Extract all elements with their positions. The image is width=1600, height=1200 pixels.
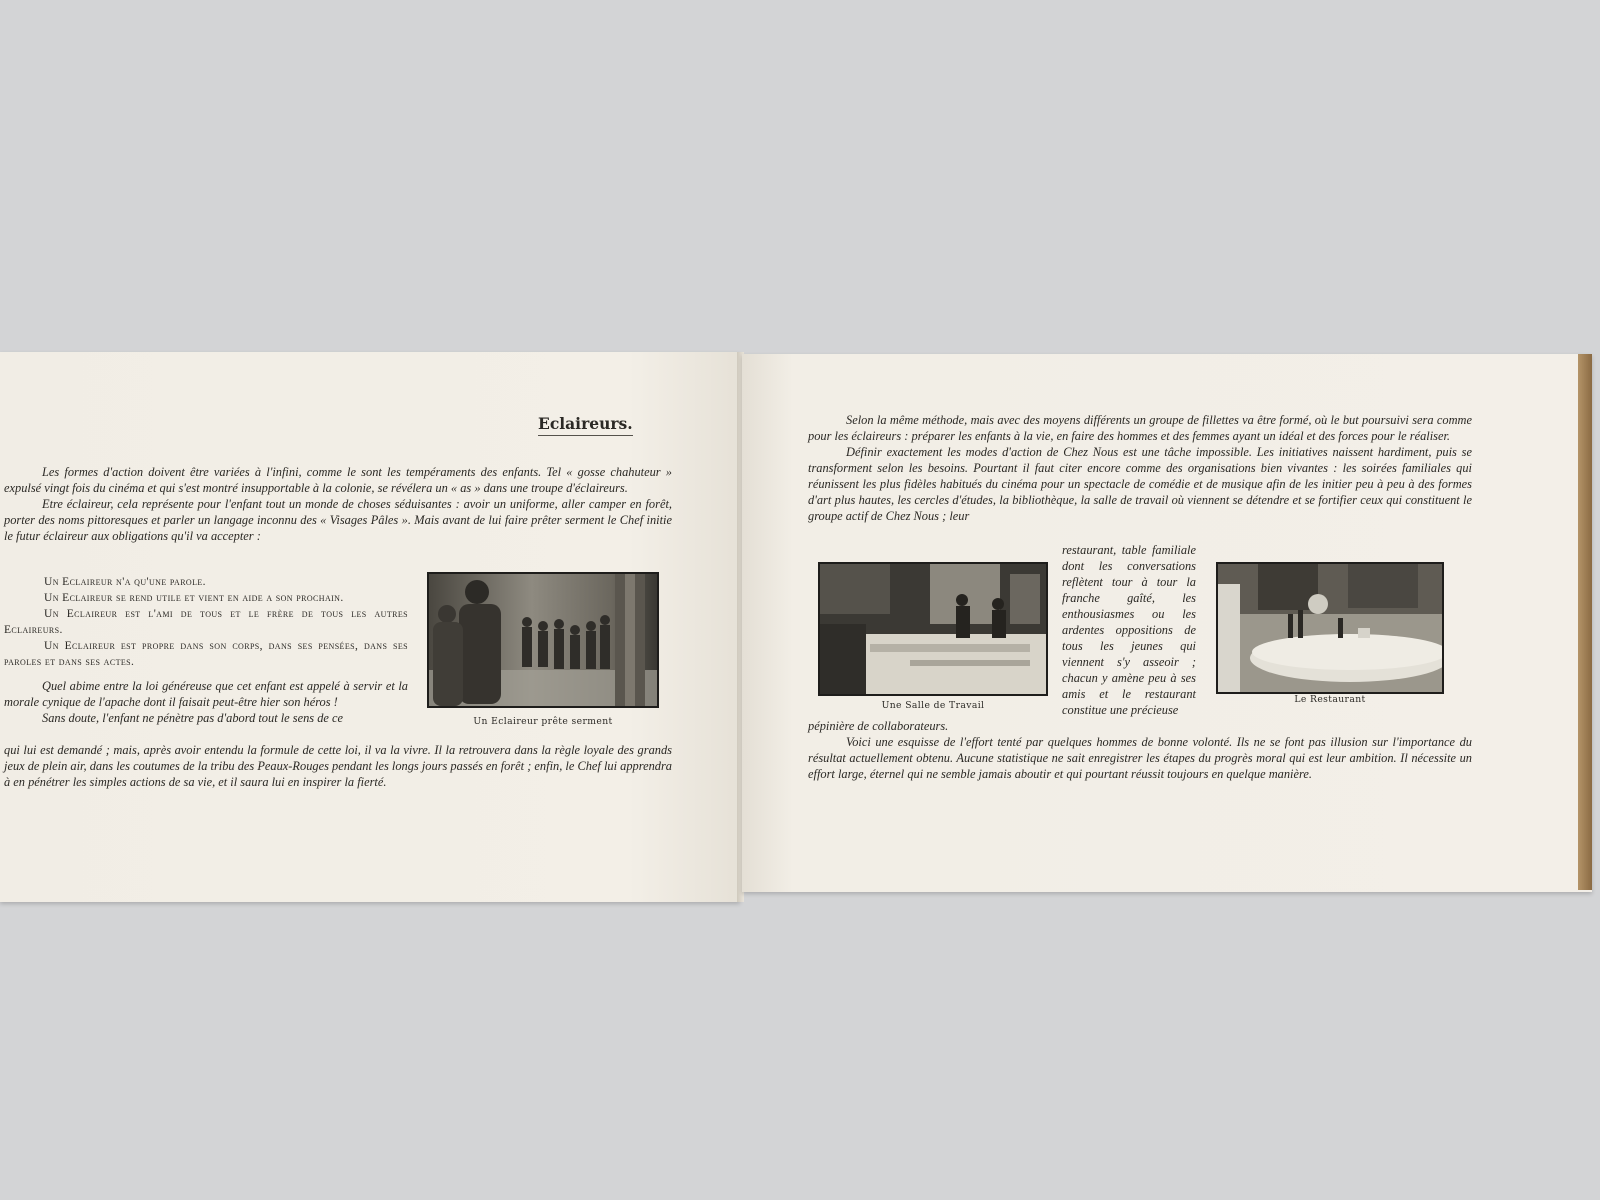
photo-restaurant-caption: Le Restaurant: [1294, 694, 1366, 705]
right-paragraph-2-end: pépinière de collaborateurs.: [808, 719, 949, 733]
photo-work-room: [818, 562, 1048, 696]
closing-paragraph-2-start: Sans doute, l'enfant ne pénètre pas d'abord tout le sens de ce: [42, 711, 344, 725]
photo-scout-oath: [427, 572, 659, 708]
right-paragraph-3: Voici une esquisse de l'effort tenté par quelques hommes de bonne volonté. Ils ne se font pas illusion sur l'importance du résultat actuellement obtenu. Aucune statistique ne sait enregistrer les étapes du progrès moral qui est leur ambition. Il nécessite un effort large, éternel qui ne semble jamais aboutir et qui pourtant réussit toujours en quelque manière.: [808, 735, 1472, 781]
intro-paragraph-1: Les formes d'action doivent être variées à l'infini, comme le sont les tempéraments des enfants. Tel « gosse chahuteur » expulsé vingt fois du cinéma et qui s'est montré insupportable à la colonie, se révélera un « as » dans une troupe d'éclaireurs.: [4, 465, 672, 495]
right-bottom-text: [808, 718, 1472, 782]
middle-column-text: [1062, 542, 1196, 718]
photo-restaurant: [1216, 562, 1444, 694]
law-line-1: Un Eclaireur n'a qu'une parole.: [44, 576, 206, 588]
closing-paragraph-1: Quel abime entre la loi généreuse que cet enfant est appelé à servir et la morale cynique de l'apache dont il faisait peut-être hier son héros !: [4, 679, 408, 709]
intro-paragraph-2: Etre éclaireur, cela représente pour l'enfant tout un monde de choses séduisantes : avoir un uniforme, aller camper en forêt, porter des noms pittoresques et parler un langage inconnu des « Visages Pâles ». Mais avant de lui faire prêter serment le Chef initie le futur éclaireur aux obligations qu'il va accepter :: [4, 497, 672, 543]
right-paragraph-1: Selon la même méthode, mais avec des moyens différents un groupe de fillettes va être formé, où le but poursuivi sera comme pour les éclaireurs : préparer les enfants à la vie, en faire des hommes et des femmes ayant un idéal et des forces pour le réaliser.: [808, 413, 1472, 443]
scout-law: [4, 574, 408, 670]
right-page: [742, 354, 1592, 892]
intro-text: [4, 464, 672, 544]
law-line-4: Un Eclaireur est propre dans son corps, dans ses pensées, dans ses paroles et dans ses actes.: [4, 640, 408, 668]
law-line-2: Un Eclaireur se rend utile et vient en aide a son prochain.: [44, 592, 344, 604]
closing-text-wide: [4, 742, 672, 790]
middle-column-paragraph: restaurant, table familiale dont les conversations reflètent tour à tour la franche gaîté, les enthousiasmes ou les ardentes oppositions de tous les jeunes qui viennent s'y asseoir ; chacun y amène peu à ses amis et le restaurant constitue une précieuse: [1062, 543, 1196, 717]
left-page: [0, 352, 740, 902]
page-title: Eclaireurs.: [538, 414, 633, 436]
law-line-3: Un Eclaireur est l'ami de tous et le frère de tous les autres Eclaireurs.: [4, 608, 408, 636]
photo-work-room-caption: Une Salle de Travail: [881, 700, 985, 711]
right-paragraph-2: Définir exactement les modes d'action de Chez Nous est une tâche impossible. Les initiatives naissent hardiment, puis se transforment selon les besoins. Pourtant il faut citer encore comme des organisations bien vivantes : les soirées familiales qui réunissent les plus fidèles habitués du cinéma pour un spectacle de comédie et de musique afin de les initier peu à peu à des formes d'art plus hautes, les cercles d'études, la bibliothèque, la salle de travail où viennent se détendre et se fortifier ceux qui constituent le groupe actif de Chez Nous ; leur: [808, 445, 1472, 523]
closing-paragraph-2-rest: qui lui est demandé ; mais, après avoir entendu la formule de cette loi, il va la vivre. Il la retrouvera dans la règle loyale des grands jeux de plein air, dans les coutumes de la tribu des Peaux-Rouges pendant les longs jours passés en forêt ; enfin, le Chef lui apprendra à en pénétrer les simples actions de sa vie, et il saura lui en inspirer la fierté.: [4, 743, 672, 789]
booklet-edge: [1578, 354, 1592, 890]
open-booklet: [0, 352, 1592, 902]
photo-scout-oath-caption: Un Eclaireur prête serment: [473, 716, 613, 727]
right-top-text: [808, 412, 1472, 524]
closing-text-narrow: [4, 678, 408, 726]
